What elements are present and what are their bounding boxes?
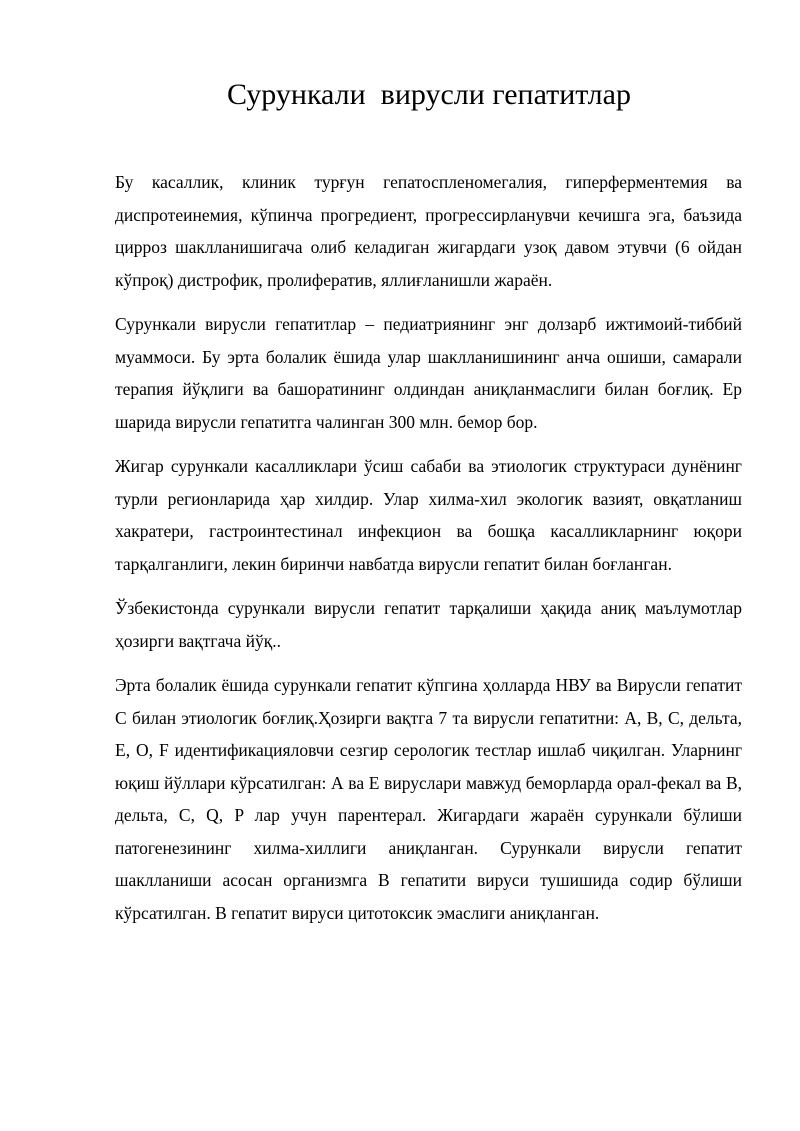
document-body [115, 166, 742, 941]
paragraph-3: Жигар сурункали касалликлари ўсиш сабаби ва этиологик структураси дунёнинг турли регионларида ҳар хилдир. Улар хилма-хил экологик вазият, овқатланиш хакратери, гастроинтестинал инфекцион ва бошқа касалликларнинг юқори тарқалганлиги, лекин биринчи навбатда вирусли гепатит билан боғланган. [115, 456, 742, 574]
paragraph-4: Ўзбекистонда сурункали вирусли гепатит тарқалиши ҳақида аниқ маълумотлар ҳозирги вақтгача йўқ.. [115, 598, 742, 651]
paragraph-2: Сурункали вирусли гепатитлар – педиатриянинг энг долзарб ижтимоий-тиббий муаммоси. Бу эрта болалик ёшида улар шаклланишининг анча ошиши, самарали терапия йўқлиги ва башоратининг олдиндан аниқланмаслиги билан боғлиқ. Ер шарида вирусли гепатитга чалинган 300 млн. бемор бор. [115, 314, 742, 432]
paragraph-1: Бу касаллик, клиник турғун гепатоспленомегалия, гиперферментемия ва диспротеинемия, кўпинча прогредиент, прогрессирланувчи кечишга эга, баъзида цирроз шаклланишигача олиб келадиган жигардаги узоқ давом этувчи (6 ойдан кўпроқ) дистрофик, пролифератив, яллиғланишли жараён. [115, 172, 742, 290]
page-title: Сурункали вирусли гепатитлар [227, 78, 631, 111]
paragraph-5: Эрта болалик ёшида сурункали гепатит кўпгина ҳолларда НВУ ва Вирусли гепатит С билан этиологик боғлиқ.Ҳозирги вақтга 7 та вирусли гепатитни: А, В, С, дельта, Е, О, F идентификацияловчи сезгир серологик тестлар ишлаб чиқилган. Уларнинг юқиш йўллари кўрсатилган: А ва Е вируслари мавжуд беморларда орал-фекал ва В, дельта, С, Q, P лар учун парентерал. Жигардаги жараён сурункали бўлиши патогенезининг хилма-хиллиги аниқланган. Сурункали вирусли гепатит шаклланиши асосан организмга В гепатити вируси тушишида содир бўлиши кўрсатилган. В гепатит вируси цитотоксик эмаслиги аниқланган. [115, 675, 742, 923]
